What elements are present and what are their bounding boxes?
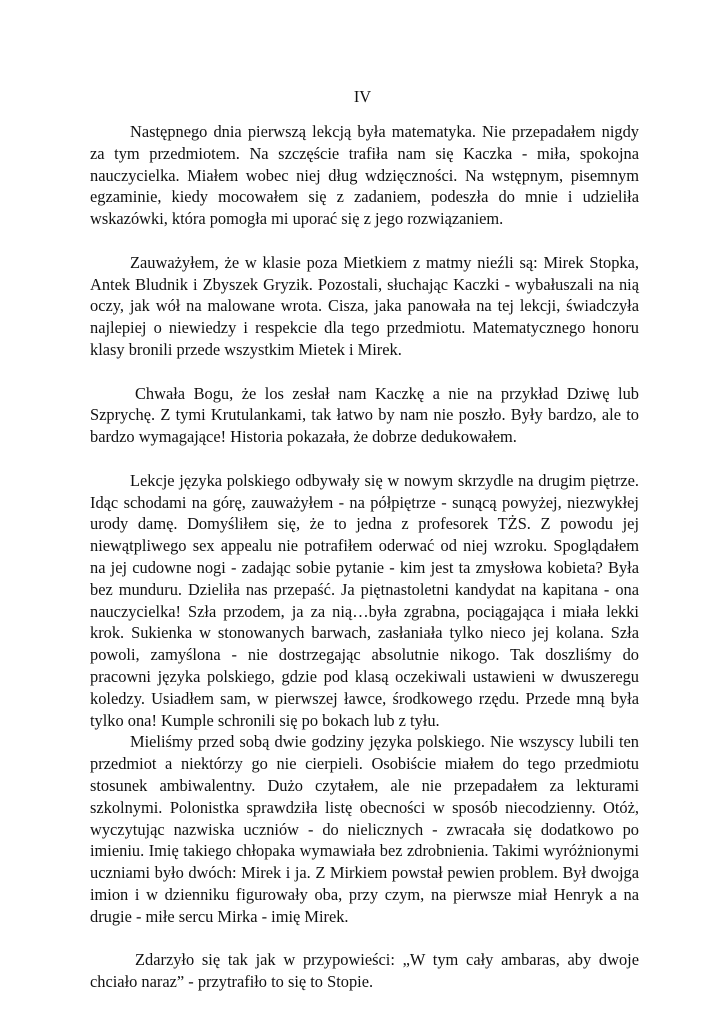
paragraph-5: Mieliśmy przed sobą dwie godziny języka polskiego. Nie wszyscy lubili ten przedmiot a niektórzy go nie cierpieli. Osobiście miałem do tego przedmiotu stosunek ambiwalentny. Dużo czytałem, ale nie przepadałem za lekturami szkolnymi. Polonistka sprawdziła listę obecności w sposób niecodzienny. Otóż, wyczytując nazwiska uczniów - do nielicznych - zwracała się dodatkowo po imieniu. Imię takiego chłopaka wymawiała bez zdrobnienia. Takimi wyróżnionymi uczniami było dwóch: Mirek i ja. Z Mirkiem powstał pewien problem. Był dwojga imion i w dzienniku figurowały oba, przy czym, na pierwsze miał Henryk a na drugie - miłe sercu Mirka - imię Mirek.: [90, 732, 639, 926]
paragraph-1: Następnego dnia pierwszą lekcją była matematyka. Nie przepadałem nigdy za tym przedmiotem. Na szczęście trafiła nam się Kaczka - miła, spokojna nauczycielka. Miałem wobec niej dług wdzięczności. Na wstępnym, pisemnym egzaminie, kiedy mocowałem się z zadaniem, podeszła do mnie i udzieliła wskazówki, która pomogła mi uporać się z jego rozwiązaniem.: [90, 122, 639, 229]
body-text: [90, 121, 639, 993]
paragraph-3: Chwała Bogu, że los zesłał nam Kaczkę a nie na przykład Dziwę lub Szprychę. Z tymi Krutulankami, tak łatwo by nam nie poszło. Były bardzo, ale to bardzo wymagające! Historia pokazała, że dobrze dedukowałem.: [90, 383, 639, 447]
chapter-heading: IV: [353, 87, 372, 106]
paragraph-2: Zauważyłem, że w klasie poza Mietkiem z matmy nieźli są: Mirek Stopka, Antek Bludnik i Zbyszek Gryzik. Pozostali, słuchając Kaczki - wybałuszali na nią oczy, jak wół na malowane wrota. Cisza, jaka panowała na tej lekcji, świadczyła najlepiej o niewiedzy i respekcie dla tego przedmiotu. Matematycznego honoru klasy bronili przede wszystkim Mietek i Mirek.: [90, 252, 639, 359]
paragraph-6: Zdarzyło się tak jak w przypowieści: „W tym cały ambaras, aby dwoje chciało naraz” - przytrafiło to się to Stopie.: [90, 950, 639, 992]
paragraph-4: Lekcje języka polskiego odbywały się w nowym skrzydle na drugim piętrze. Idąc schodami na górę, zauważyłem - na półpiętrze - sunącą powyżej, niezwykłej urody damę. Domyśliłem się, że to jedna z profesorek TŻS. Z powodu jej niewątpliwego sex appealu nie potrafiłem oderwać od niej wzroku. Spoglądałem na jej cudowne nogi - zadając sobie pytanie - kim jest ta zmysłowa kobieta? Była bez munduru. Dzieliła nas przepaść. Ja piętnastoletni kandydat na kapitana - ona nauczycielka! Szła przodem, ja za nią…była zgrabna, pociągająca i miała lekki krok. Sukienka w stonowanych barwach, zasłaniała tylko nieco jej kolana. Szła powoli, zamyślona - nie dostrzegając absolutnie nikogo. Tak doszliśmy do pracowni języka polskiego, gdzie pod klasą oczekiwali ustawieni w dwuszeregu koledzy. Usiadłem sam, w pierwszej ławce, środkowego rzędu. Przede mną była tylko ona! Kumple schronili się po bokach lub z tyłu.: [90, 470, 639, 730]
